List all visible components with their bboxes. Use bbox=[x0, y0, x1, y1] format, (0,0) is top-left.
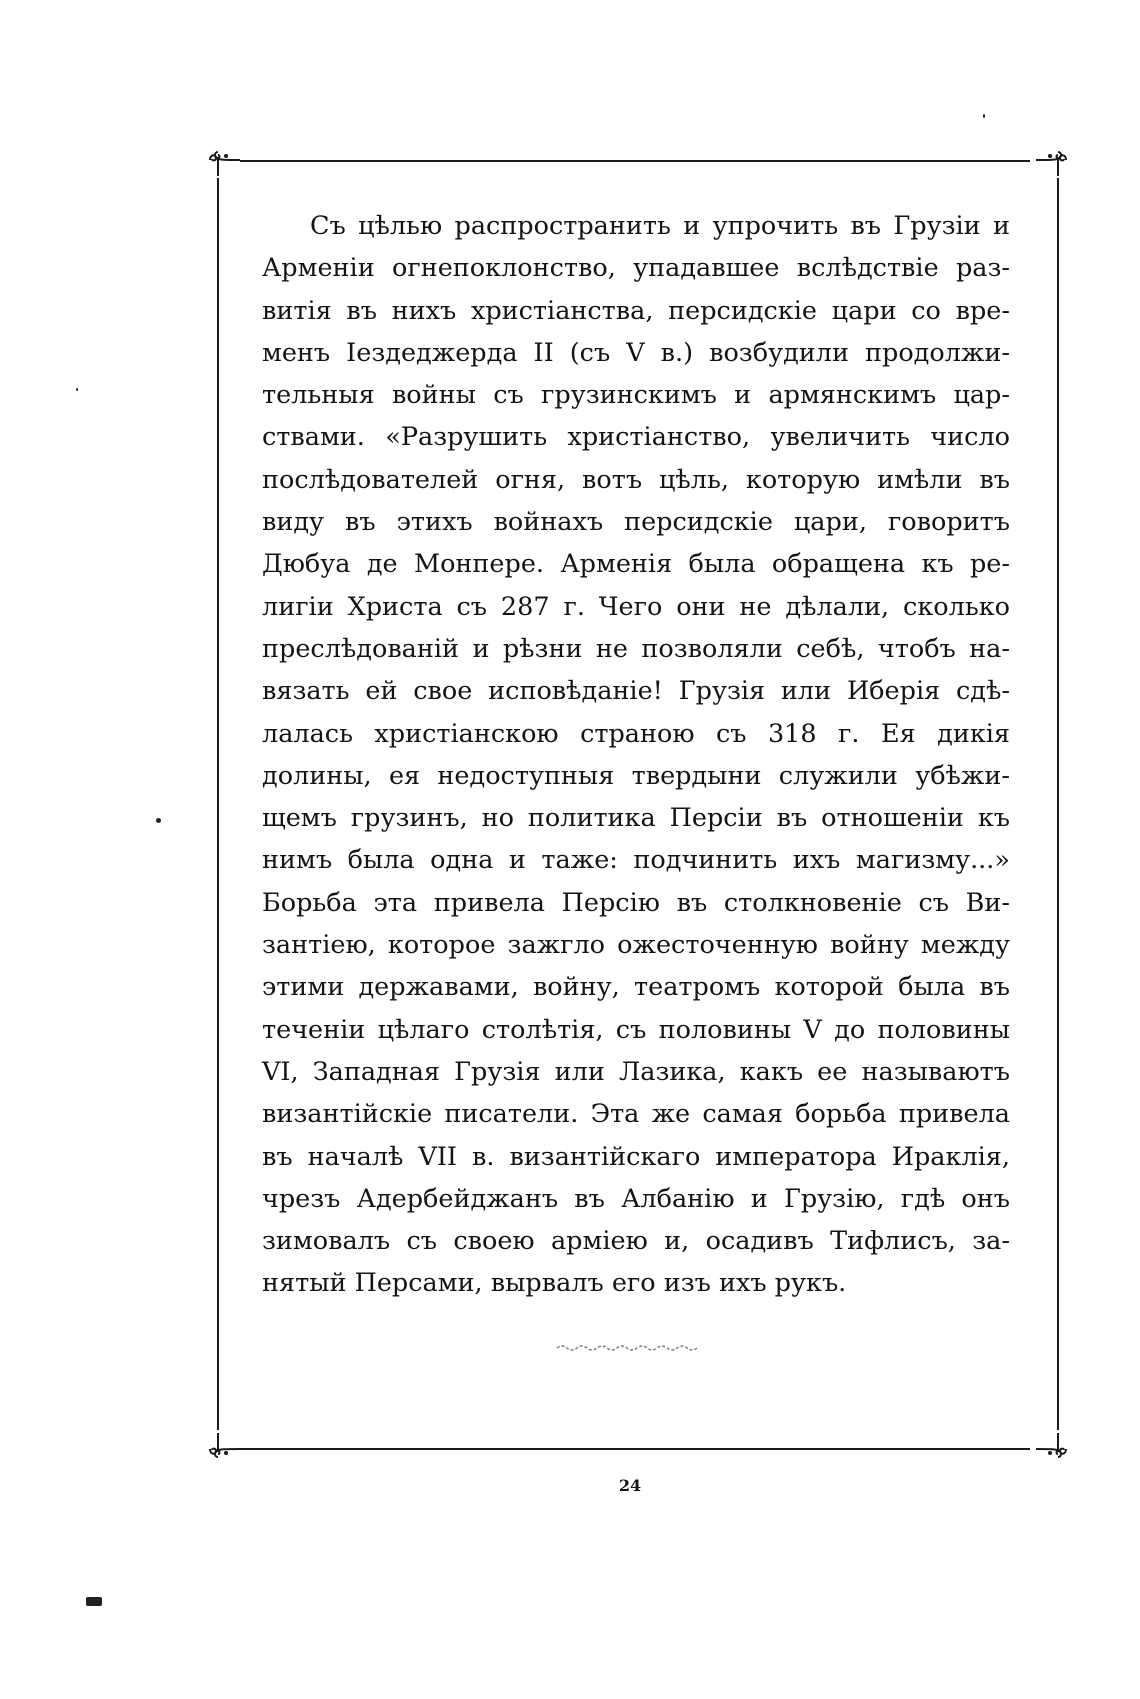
page-number: 24 bbox=[618, 1476, 642, 1495]
wavy-separator-icon bbox=[555, 1343, 705, 1353]
text-line: зантіею, которое зажгло ожесточенную войну между bbox=[262, 930, 1010, 961]
corner-ornament-icon bbox=[1034, 148, 1070, 178]
print-speck bbox=[156, 818, 161, 823]
text-line: ствами. «Разрушить христіанство, увеличить число bbox=[262, 422, 1010, 453]
text-line: менъ Іездеджерда II (съ V в.) возбудили продолжи- bbox=[262, 337, 1010, 368]
text-line: зимовалъ съ своею арміею и, осадивъ Тифлисъ, за- bbox=[262, 1226, 1010, 1257]
text-line: долины, ея недоступныя твердыни служили убѣжи- bbox=[262, 760, 1010, 791]
text-line: въ началѣ VII в. византійскаго императора Ираклія, bbox=[262, 1141, 1010, 1172]
text-line: преслѣдованій и рѣзни не позволяли себѣ, чтобъ на- bbox=[262, 633, 1010, 664]
text-line: нимъ была одна и таже: подчинить ихъ магизму...» bbox=[262, 845, 1010, 876]
print-speck bbox=[86, 1597, 102, 1606]
text-line: витія въ нихъ христіанства, персидскіе цари со вре- bbox=[262, 295, 1010, 326]
text-line: виду въ этихъ войнахъ персидскіе цари, говоритъ bbox=[262, 507, 1010, 538]
text-line: щемъ грузинъ, но политика Персіи въ отношеніи къ bbox=[262, 803, 1010, 834]
text-line: Борьба эта привела Персію въ столкновеніе съ Ви- bbox=[262, 887, 1010, 918]
frame-top-rule bbox=[240, 160, 1030, 162]
frame-right-rule bbox=[1057, 178, 1059, 1430]
text-line: лигіи Христа съ 287 г. Чего они не дѣлали, сколько bbox=[262, 591, 1010, 622]
text-line: тельныя войны съ грузинскимъ и армянскимъ цар- bbox=[262, 380, 1010, 411]
print-speck bbox=[76, 388, 78, 391]
corner-ornament-icon bbox=[206, 148, 242, 178]
paragraph bbox=[262, 205, 1010, 1305]
text-line: Дюбуа де Монпере. Арменія была обращена къ ре- bbox=[262, 549, 1010, 580]
text-line: послѣдователей огня, вотъ цѣль, которую имѣли въ bbox=[262, 464, 1010, 495]
text-line: византійскіе писатели. Эта же самая борьба привела bbox=[262, 1099, 1010, 1130]
frame-left-rule bbox=[217, 178, 219, 1430]
text-line: этими державами, войну, театромъ которой была въ bbox=[262, 972, 1010, 1003]
print-speck bbox=[983, 114, 985, 118]
text-line: теченіи цѣлаго столѣтія, съ половины V до половины bbox=[262, 1014, 1010, 1045]
text-line: Съ цѣлью распространить и упрочить въ Грузіи и bbox=[310, 211, 1010, 241]
text-line: вязать ей свое исповѣданіе! Грузія или Иберія сдѣ- bbox=[262, 676, 1010, 707]
text-line: Арменіи огнепоклонство, упадавшее вслѣдствіе раз- bbox=[262, 253, 1010, 284]
text-line: лалась христіанскою страною съ 318 г. Ея дикія bbox=[262, 718, 1010, 749]
text-line: чрезъ Адербейджанъ въ Албанію и Грузію, гдѣ онъ bbox=[262, 1183, 1010, 1214]
text-line: нятый Персами, вырвалъ его изъ ихъ рукъ. bbox=[262, 1268, 847, 1299]
frame-bottom-rule bbox=[240, 1448, 1030, 1450]
text-line: VI, Западная Грузія или Лазика, какъ ее называютъ bbox=[262, 1056, 1010, 1087]
corner-ornament-icon bbox=[1034, 1431, 1070, 1461]
corner-ornament-icon bbox=[206, 1431, 242, 1461]
